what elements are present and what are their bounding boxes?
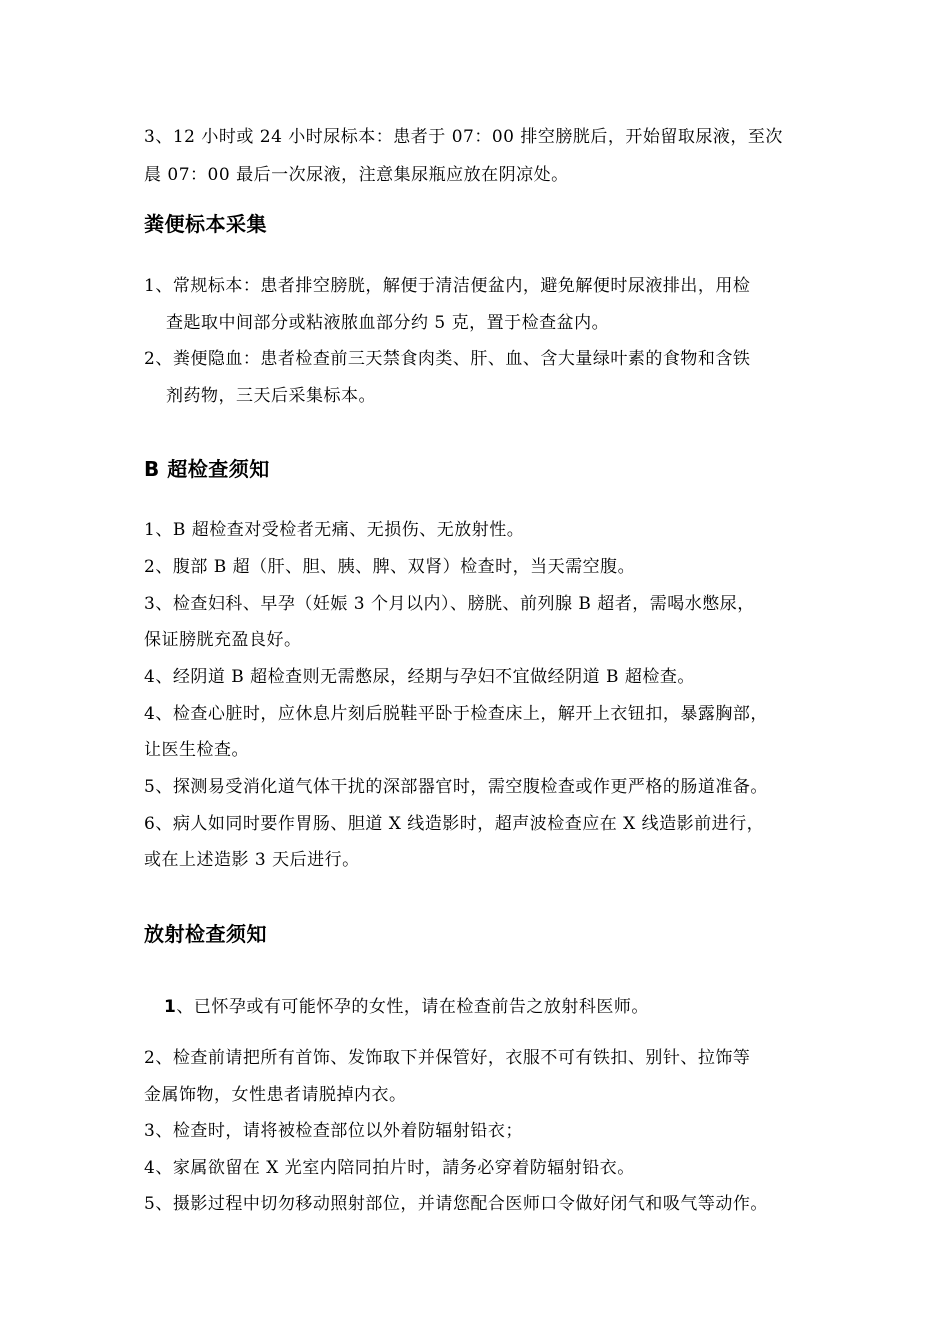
radiology-item-1-text: 、已怀孕或有可能怀孕的女性，请在检查前告之放射科医师。 bbox=[176, 997, 649, 1017]
ultrasound-line: 4、经阴道 B 超检查则无需憋尿，经期与孕妇不宜做经阴道 B 超检查。 bbox=[144, 667, 695, 687]
radiology-line: 4、家属欲留在 X 光室内陪同拍片时，請务必穿着防辐射铅衣。 bbox=[144, 1158, 635, 1178]
ultrasound-line: 1、B 超检查对受检者无痛、无损伤、无放射性。 bbox=[144, 520, 525, 540]
ultrasound-heading: B 超检查须知 bbox=[144, 457, 270, 481]
ultrasound-line: 2、腹部 B 超（肝、胆、胰、脾、双肾）检查时，当天需空腹。 bbox=[144, 557, 636, 577]
ultrasound-line: 或在上述造影 3 天后进行。 bbox=[144, 850, 360, 870]
ultrasound-line: 3、检查妇科、早孕（妊娠 3 个月以内）、膀胱、前列腺 B 超者，需喝水憋尿， bbox=[144, 594, 755, 614]
radiology-line: 5、摄影过程中切勿移动照射部位，并请您配合医师口令做好闭气和吸气等动作。 bbox=[144, 1194, 768, 1214]
radiology-item-1-number: 1 bbox=[164, 997, 177, 1017]
stool-heading: 粪便标本采集 bbox=[144, 212, 267, 236]
ultrasound-line: 4、检查心脏时，应休息片刻后脱鞋平卧于检查床上，解开上衣钮扣，暴露胸部， bbox=[144, 704, 768, 724]
urine-item-3-line-2: 晨 07：00 最后一次尿液，注意集尿瓶应放在阴凉处。 bbox=[144, 165, 569, 185]
ultrasound-line: 保证膀胱充盈良好。 bbox=[144, 630, 302, 650]
radiology-line: 金属饰物，女性患者请脱掉内衣。 bbox=[144, 1085, 407, 1105]
stool-item-2-line-1: 2、粪便隐血：患者检查前三天禁食肉类、肝、血、含大量绿叶素的食物和含铁 bbox=[144, 349, 751, 369]
ultrasound-line: 让医生检查。 bbox=[144, 740, 249, 760]
stool-item-1-line-1: 1、常规标本：患者排空膀胱，解便于清洁便盆内，避免解便时尿液排出，用检 bbox=[144, 276, 751, 296]
radiology-line: 2、检查前请把所有首饰、发饰取下并保管好，衣服不可有铁扣、别针、拉饰等 bbox=[144, 1048, 751, 1068]
ultrasound-line: 5、探测易受消化道气体干扰的深部器官时，需空腹检查或作更严格的肠道准备。 bbox=[144, 777, 768, 797]
stool-item-2-line-2: 剂药物，三天后采集标本。 bbox=[166, 386, 376, 406]
radiology-item-1 bbox=[164, 996, 649, 1018]
urine-item-3-line-1: 3、12 小时或 24 小时尿标本：患者于 07：00 排空膀胱后，开始留取尿液，至次 bbox=[144, 127, 783, 147]
ultrasound-line: 6、病人如同时要作胃肠、胆道 X 线造影时，超声波检查应在 X 线造影前进行， bbox=[144, 814, 765, 834]
radiology-line: 3、检查时，请将被检查部位以外着防辐射铅衣； bbox=[144, 1121, 523, 1141]
radiology-heading: 放射检查须知 bbox=[144, 922, 267, 946]
stool-item-1-line-2: 查匙取中间部分或粘液脓血部分约 5 克，置于检查盆内。 bbox=[166, 313, 610, 333]
